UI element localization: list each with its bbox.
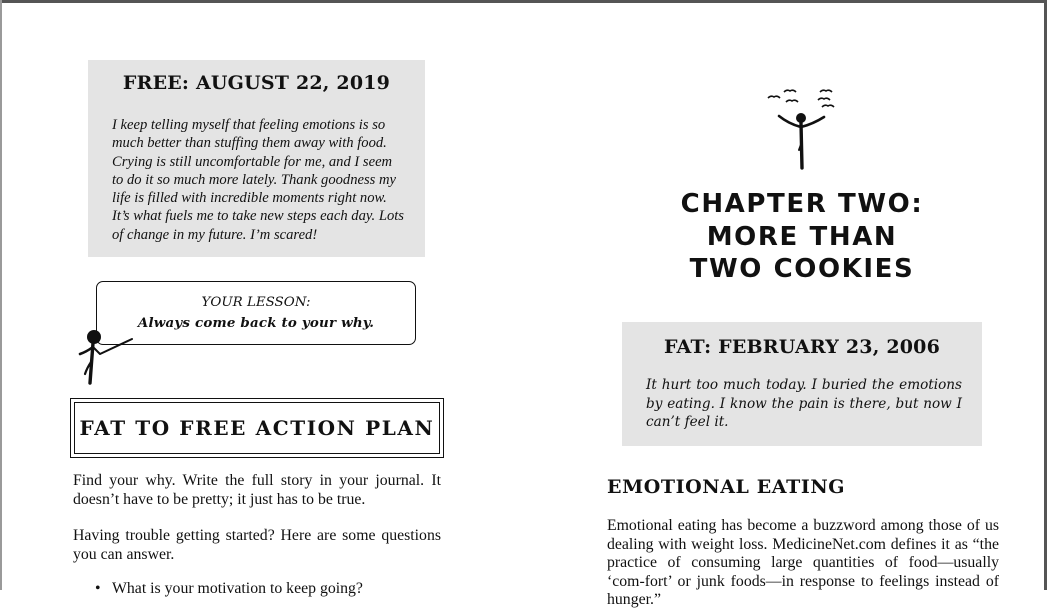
action-plan-paragraph-1: Find your why. Write the full story in your journal. It doesn’t have to be pretty; it just has to be true.	[73, 472, 441, 508]
chapter-title-line-3: TWO COOKIES	[689, 254, 915, 284]
emotional-eating-paragraph: Emotional eating has become a buzzword among those of us dealing with weight loss. MedicineNet.com defines it as “the practice of consuming large quantities of food—usually ‘com-fort’ or junk foods—in response to feelings instead of hunger.”	[607, 517, 999, 608]
bullet-icon: •	[95, 580, 101, 597]
figure-with-birds-icon	[762, 84, 842, 170]
chapter-title-line-2: MORE THAN	[706, 221, 898, 252]
free-journal-box	[88, 60, 425, 257]
chapter-title-line-1: CHAPTER TWO:	[680, 189, 924, 219]
fat-entry-title: FAT: FEBRUARY 23, 2006	[663, 336, 941, 358]
fat-journal-box	[622, 322, 982, 446]
free-entry-text: I keep telling myself that feeling emotions is so much better than stuffing them away with food. Crying is still uncomfortable for me, and I seem to do it so much more lately. Thank goodness my life is filled with incredible moments right now. It’s what fuels me to take new steps each day. Lots of change in my future. I’m scared!	[112, 117, 404, 243]
action-plan-title: FAT TO FREE ACTION PLAN	[74, 402, 440, 454]
lesson-callout	[96, 281, 416, 345]
lesson-heading: YOUR LESSON:	[201, 295, 311, 310]
page-top-border	[0, 0, 1047, 3]
lesson-text: Always come back to your why.	[137, 315, 375, 331]
list-item-text: What is your motivation to keep going?	[112, 580, 363, 597]
fat-entry-text: It hurt too much today. I buried the emotions by eating. I know the pain is there, but now I can’t feel it.	[646, 377, 962, 430]
action-plan-paragraph-2: Having trouble getting started? Here are some questions you can answer.	[73, 527, 441, 563]
section-heading: EMOTIONAL EATING	[607, 476, 846, 498]
action-plan-banner	[70, 398, 444, 458]
page-left-border	[0, 0, 2, 590]
teacher-figure-icon	[78, 326, 138, 386]
free-entry-title: FREE: AUGUST 22, 2019	[122, 72, 391, 94]
chapter-title	[622, 188, 982, 286]
